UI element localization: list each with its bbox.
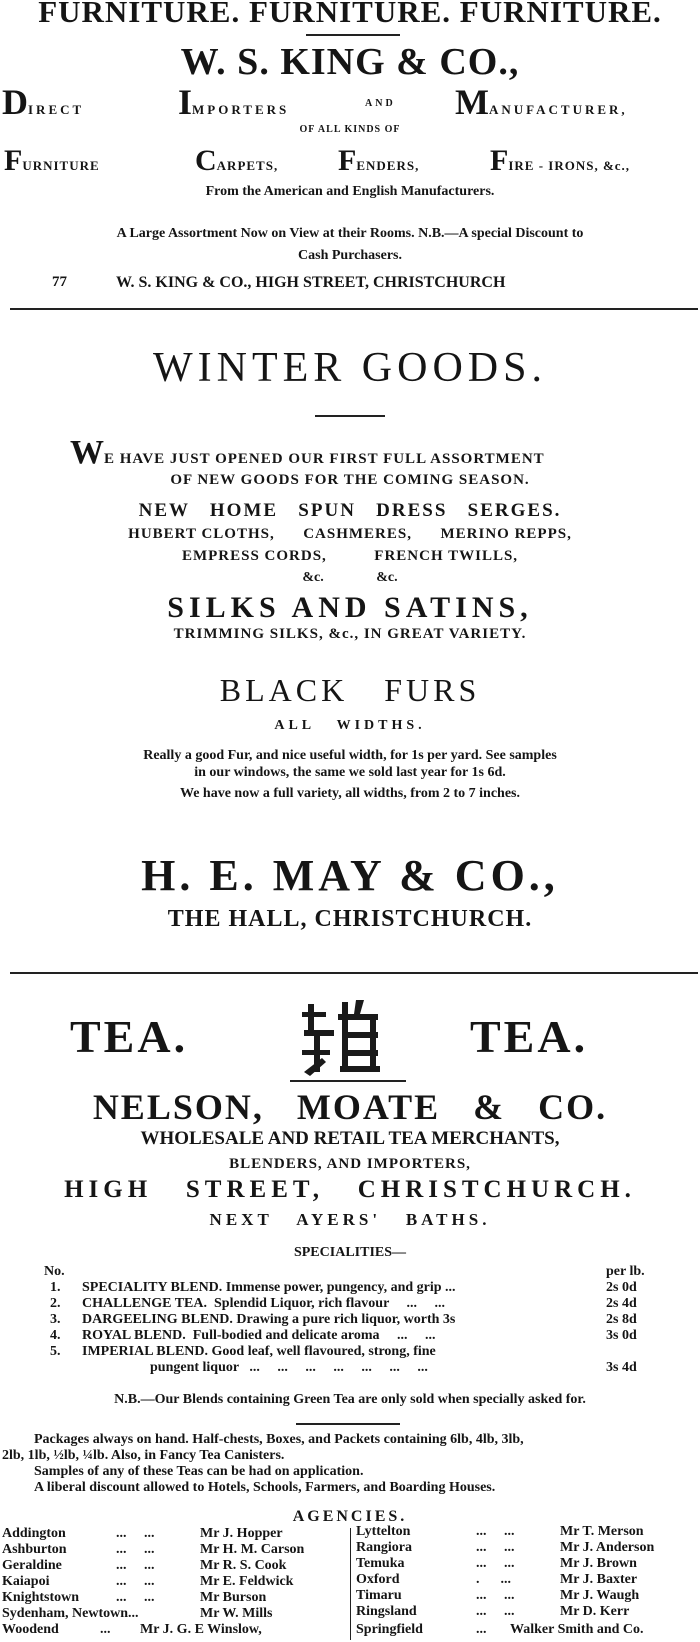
king-company-name: W. S. KING & CO.,	[180, 41, 520, 83]
agency-place: Timaru	[356, 1588, 402, 1603]
agency-agent: Walker Smith and Co.	[510, 1622, 644, 1637]
per-lb-label: per lb.	[606, 1264, 645, 1279]
agency-place: Woodend	[2, 1622, 59, 1637]
agency-agent: Mr J. Baxter	[560, 1572, 638, 1587]
speciality-row: 2. CHALLENGE TEA. Splendid Liquor, rich flavour ... ... 2s 4d	[50, 1296, 637, 1311]
agency-place: Kaiapoi	[2, 1574, 50, 1589]
agency-place: Temuka	[356, 1556, 405, 1571]
may-company-name: H. E. MAY & CO.,	[141, 851, 559, 900]
black-furs: BLACK FURS	[219, 672, 481, 708]
agency-agent: Mr H. M. Carson	[200, 1542, 305, 1557]
silks-satins: SILKS AND SATINS,	[167, 591, 533, 624]
divider	[306, 34, 400, 36]
dim-word-direct: DIRECT	[2, 82, 85, 122]
fur-text-1: Really a good Fur, and nice useful width, for 1s per yard. See samples	[143, 748, 557, 763]
of-all-kinds: OF ALL KINDS OF	[299, 124, 401, 135]
agency-place: Ashburton	[2, 1542, 67, 1557]
agency-agent: Mr J. Anderson	[560, 1540, 655, 1555]
agency-agent: Mr E. Feldwick	[200, 1574, 294, 1589]
agencies-heading: AGENCIES.	[292, 1508, 408, 1525]
agency-dots: . ...	[476, 1572, 511, 1587]
serges-line: NEW HOME SPUN DRESS SERGES.	[138, 500, 562, 521]
speciality-row: 1. SPECIALITY BLEND. Immense power, pungency, and grip ... 2s 0d	[50, 1280, 637, 1295]
dim-word-importers: IMPORTERS	[178, 82, 290, 122]
agency-agent: Mr W. Mills	[200, 1606, 273, 1621]
item-carpets: CARPETS,	[195, 144, 279, 177]
item-fire-irons: FIRE - IRONS, &c.,	[490, 144, 631, 177]
nelson-company-name: NELSON, MOATE & CO.	[92, 1087, 608, 1127]
divider	[315, 415, 385, 417]
dim-word-and: AND	[365, 98, 396, 109]
agency-agent: Mr J. Brown	[560, 1556, 637, 1571]
item-furniture: FURNITURE	[4, 144, 100, 177]
agency-place: Rangiora	[356, 1540, 412, 1555]
speciality-row: 5. IMPERIAL BLEND. Good leaf, well flavoured, strong, fine	[50, 1344, 436, 1359]
from-manufacturers: From the American and English Manufacturers.	[205, 184, 495, 199]
agency-place: Ringsland	[356, 1604, 417, 1619]
fur-text-3: We have now a full variety, all widths, from 2 to 7 inches.	[179, 786, 521, 801]
packages-line-1: Packages always on hand. Half-chests, Boxes, and Packets containing 6lb, 4lb, 3lb,	[34, 1432, 524, 1447]
agency-agent: Mr D. Kerr	[560, 1604, 630, 1619]
cash-purchasers: Cash Purchasers.	[298, 248, 402, 263]
king-address: W. S. KING & CO., HIGH STREET, CHRISTCHURCH	[116, 274, 506, 291]
winter-intro-line1: WE HAVE JUST OPENED OUR FIRST FULL ASSORTMENT	[70, 434, 545, 471]
packages-line-2: 2lb, 1lb, ½lb, ¼lb. Also, in Fancy Tea Canisters.	[2, 1448, 285, 1463]
agency-place: Lyttelton	[356, 1524, 411, 1539]
agency-agent: Mr R. S. Cook	[200, 1558, 287, 1573]
blenders-line: BLENDERS, AND IMPORTERS,	[229, 1156, 471, 1172]
etc-line: &c. &c.	[302, 570, 398, 585]
agency-place: Knightstown	[2, 1590, 80, 1605]
agency-dots: ...	[100, 1622, 111, 1637]
next-baths-line: NEXT AYERS' BATHS.	[209, 1210, 491, 1229]
agency-dots: ... ...	[476, 1588, 515, 1603]
tea-left: TEA.	[70, 1011, 189, 1062]
discount-line: A liberal discount allowed to Hotels, Schools, Farmers, and Boarding Houses.	[34, 1480, 496, 1495]
agency-dots: ... ...	[116, 1590, 155, 1605]
section-divider	[10, 972, 698, 974]
cloths-line: HUBERT CLOTHS, CASHMERES, MERINO REPPS,	[128, 526, 572, 542]
street-line: HIGH STREET, CHRISTCHURCH.	[64, 1176, 636, 1203]
dim-word-manufacturer: MANUFACTURER,	[455, 82, 628, 122]
agency-dots: ... ...	[476, 1524, 515, 1539]
may-location: THE HALL, CHRISTCHURCH.	[167, 906, 533, 932]
divider	[290, 1080, 406, 1082]
agency-place: Addington	[2, 1526, 66, 1541]
agency-dots: ... ...	[476, 1604, 515, 1619]
agency-agent: Mr T. Merson	[560, 1524, 644, 1539]
agency-agent: Mr Burson	[200, 1590, 267, 1605]
agency-dots: ...	[476, 1622, 487, 1637]
trimming-line: TRIMMING SILKS, &c., IN GREAT VARIETY.	[173, 626, 527, 642]
assortment-notice: A Large Assortment Now on View at their Rooms. N.B.—A special Discount to	[116, 226, 584, 241]
wholesale-line: WHOLESALE AND RETAIL TEA MERCHANTS,	[140, 1128, 560, 1149]
agency-place: Springfield	[356, 1622, 423, 1637]
all-widths: ALL WIDTHS.	[274, 718, 426, 733]
agency-place: Geraldine	[2, 1558, 62, 1573]
tea-right: TEA.	[470, 1011, 589, 1062]
furniture-header: FURNITURE. FURNITURE. FURNITURE.	[38, 0, 662, 29]
cords-line: EMPRESS CORDS, FRENCH TWILLS,	[181, 548, 519, 564]
speciality-row: 3. DARGEELING BLEND. Drawing a pure rich liquor, worth 3s 2s 8d	[50, 1312, 637, 1327]
divider	[296, 1423, 400, 1425]
fur-text-2: in our windows, the same we sold last year for 1s 6d.	[194, 765, 506, 780]
winter-goods-title: WINTER GOODS.	[153, 345, 547, 391]
agency-agent: Mr J. G. E Winslow,	[140, 1622, 262, 1637]
specialities-heading: SPECIALITIES—	[293, 1245, 407, 1260]
speciality-row: 4. ROYAL BLEND. Full-bodied and delicate aroma ... ... 3s 0d	[50, 1328, 637, 1343]
agency-place: Sydenham, Newtown...	[2, 1606, 139, 1621]
item-fenders: FENDERS,	[338, 144, 420, 177]
agency-place: Oxford	[356, 1572, 400, 1587]
section-divider	[10, 308, 698, 310]
speciality-row: pungent liquor ... ... ... ... ... ... ... 3s 4d	[150, 1360, 637, 1375]
agency-dots: ... ...	[476, 1556, 515, 1571]
agency-dots: ... ...	[116, 1558, 155, 1573]
agency-agent: Mr J. Hopper	[200, 1526, 283, 1541]
agency-dots: ... ...	[116, 1542, 155, 1557]
samples-line: Samples of any of these Teas can be had on application.	[34, 1464, 364, 1479]
agency-dots: ... ...	[116, 1574, 155, 1589]
agency-dots: ... ...	[116, 1526, 155, 1541]
no-label: No.	[44, 1264, 65, 1279]
winter-intro-line2: OF NEW GOODS FOR THE COMING SEASON.	[170, 472, 530, 488]
chinese-character-emblem	[300, 1000, 384, 1076]
ad-number: 77	[52, 274, 67, 290]
green-tea-note: N.B.—Our Blends containing Green Tea are only sold when specially asked for.	[114, 1392, 586, 1407]
agency-dots: ... ...	[476, 1540, 515, 1555]
column-divider	[350, 1528, 351, 1640]
agency-agent: Mr J. Waugh	[560, 1588, 640, 1603]
